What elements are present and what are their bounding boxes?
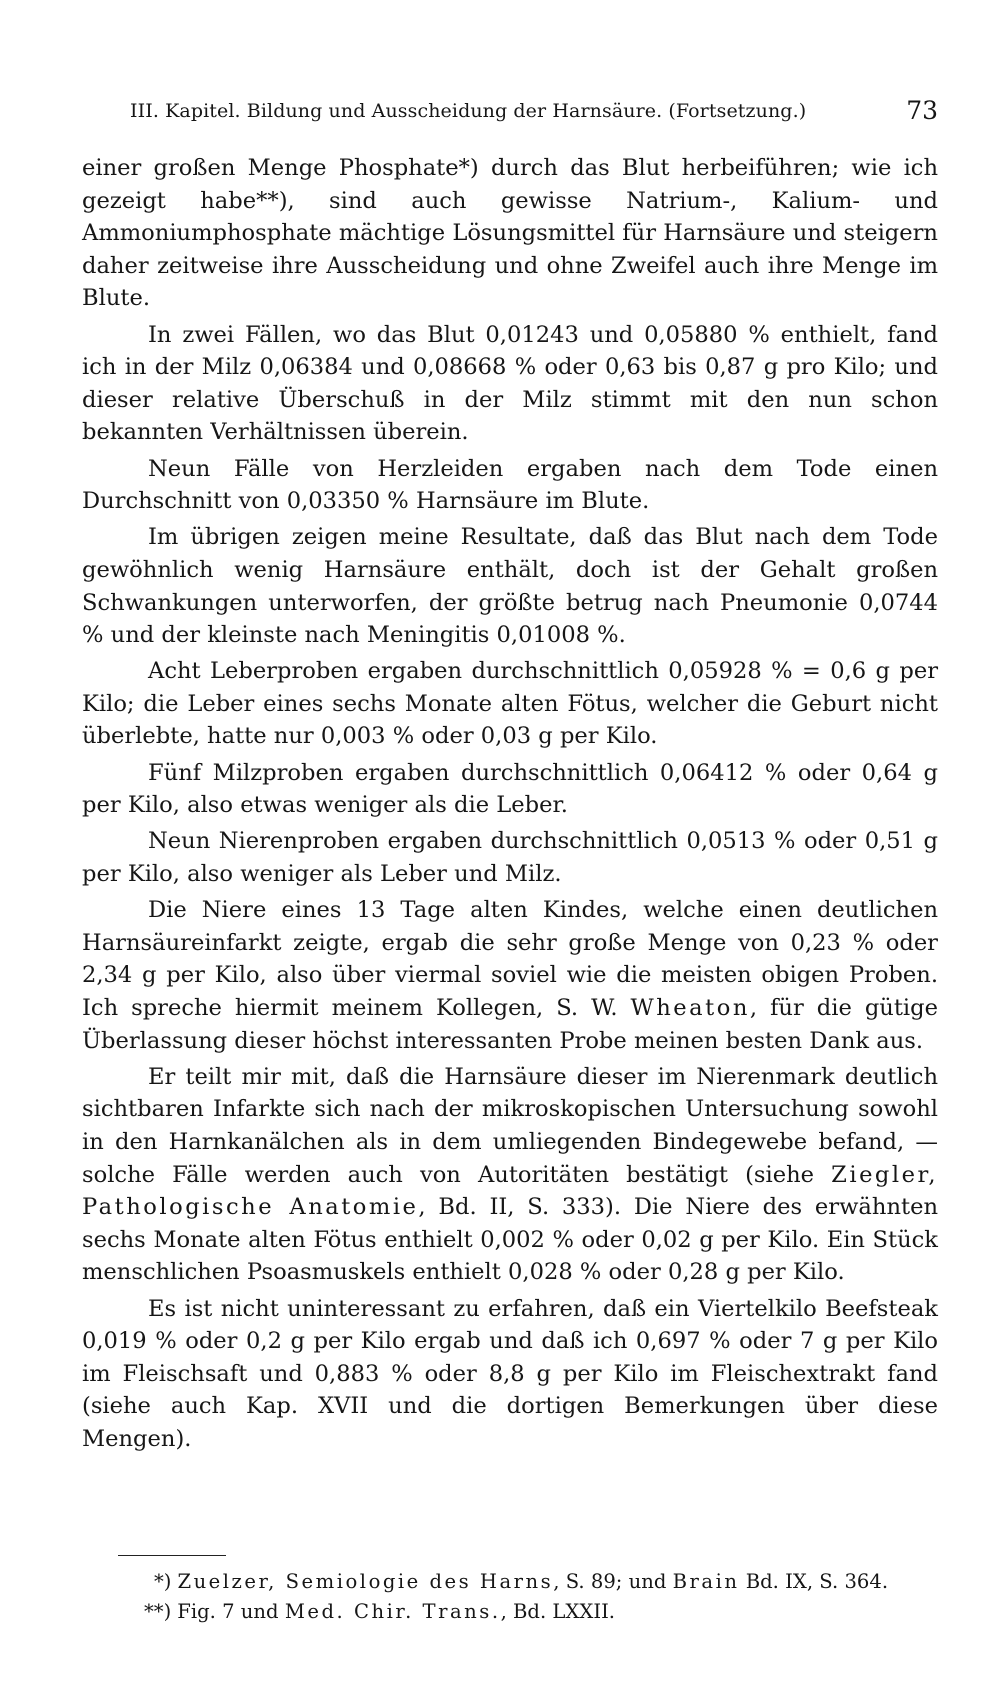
paragraph (82, 894, 938, 1057)
spaced-citation: Med. Chir. Trans. (284, 1600, 501, 1623)
paragraph-continued: einer großen Menge Phosphate*) durch das Blut herbeiführen; wie ich gezeigt habe**), sind auch gewisse Natrium-, Kalium- und Ammoniumphosphate mächtige Lösungsmittel für Harnsäure und steigern daher zeitweise ihre Ausscheidung und ohne Zweifel auch ihre Menge im Blute. (82, 155, 938, 312)
text-run: , Bd. LXXII. (500, 1600, 616, 1623)
spaced-citation: Brain (672, 1570, 740, 1593)
text-run: , S. 89; und (553, 1570, 673, 1593)
footnote-1 (82, 1567, 938, 1597)
paragraph: Fünf Milzproben ergaben durchschnittlich 0,06412 % oder 0,64 g per Kilo, also etwas weniger als die Leber. (82, 759, 938, 819)
running-title: III. Kapitel. Bildung und Ausscheidung der Harnsäure. (Fortsetzung.) (130, 100, 807, 122)
spaced-name: Wheaton (630, 995, 750, 1021)
paragraph: Im übrigen zeigen meine Resultate, daß das Blut nach dem Tode gewöhnlich wenig Harnsäure enthält, doch ist der Gehalt großen Schwankungen unterworfen, der größte betrug nach Pneumonie 0,0744 % und der kleinste nach Meningitis 0,01008 %. (82, 524, 938, 649)
spaced-citation: Ziegler, Pathologische Anatomie (82, 1161, 938, 1221)
spaced-citation: Zuelzer, Semiologie des Harns (177, 1570, 554, 1593)
text-run: Bd. IX, S. 364. (739, 1570, 889, 1593)
footnote-2 (82, 1597, 938, 1627)
text-run: Die Niere eines 13 Tage alten Kindes, welche einen deutlichen Harnsäureinfarkt zeigte, ergab die sehr große Menge von 0,23 % oder 2,34 g per Kilo, also über viermal soviel wie die meisten obigen Proben. Ich spreche hiermit meinem Kollegen, S. W. (82, 897, 938, 1021)
running-header (130, 96, 938, 130)
paragraph: Neun Fälle von Herzleiden ergaben nach dem Tode einen Durchschnitt von 0,03350 % Harnsäure im Blute. (82, 455, 938, 515)
footnote-rule (118, 1555, 226, 1556)
body-text (82, 152, 938, 1456)
paragraph: Neun Nierenproben ergaben durchschnittlich 0,0513 % oder 0,51 g per Kilo, also weniger als Leber und Milz. (82, 828, 938, 888)
footnote-marker: **) (144, 1600, 172, 1623)
text-run: , Bd. II, S. 333). Die Niere des erwähnten sechs Monate alten Fötus enthielt 0,002 % oder 0,02 g per Kilo. Ein Stück menschlichen Psoasmuskels enthielt 0,028 % oder 0,28 g per Kilo. (82, 1194, 938, 1286)
text-run: Er teilt mir mit, daß die Harnsäure dieser im Nierenmark deutlich sichtbaren Infarkte sich nach der mikroskopischen Untersuchung sowohl in den Harnkanälchen als in dem umliegenden Bindegewebe befand, — solche Fälle werden auch von Autoritäten bestätigt (siehe (82, 1063, 938, 1188)
text-run: , für die gütige Überlassung dieser höchst interessanten Probe meinen besten Dank aus. (82, 995, 938, 1054)
paragraph: Acht Leberproben ergaben durchschnittlich 0,05928 % = 0,6 g per Kilo; die Leber eines sechs Monate alten Fötus, welcher die Geburt nicht überlebte, hatte nur 0,003 % oder 0,03 g per Kilo. (82, 658, 938, 750)
footnote-marker: *) (154, 1570, 172, 1593)
text-run: Fig. 7 und (177, 1600, 285, 1623)
paragraph: Es ist nicht uninteressant zu erfahren, daß ein Viertelkilo Beefsteak 0,019 % oder 0,2 g per Kilo ergab und daß ich 0,697 % oder 7 g per Kilo im Fleischsaft und 0,883 % oder 8,8 g per Kilo im Fleischextrakt fand (siehe auch Kap. XVII und die dortigen Bemerkungen über diese Mengen). (82, 1295, 938, 1452)
footnotes (82, 1567, 938, 1627)
paragraph: In zwei Fällen, wo das Blut 0,01243 und 0,05880 % enthielt, fand ich in der Milz 0,06384 und 0,08668 % oder 0,63 bis 0,87 g pro Kilo; und dieser relative Überschuß in der Milz stimmt mit den nun schon bekannten Verhältnissen überein. (82, 321, 938, 446)
paragraph (82, 1061, 938, 1289)
page-number: 73 (906, 96, 938, 125)
